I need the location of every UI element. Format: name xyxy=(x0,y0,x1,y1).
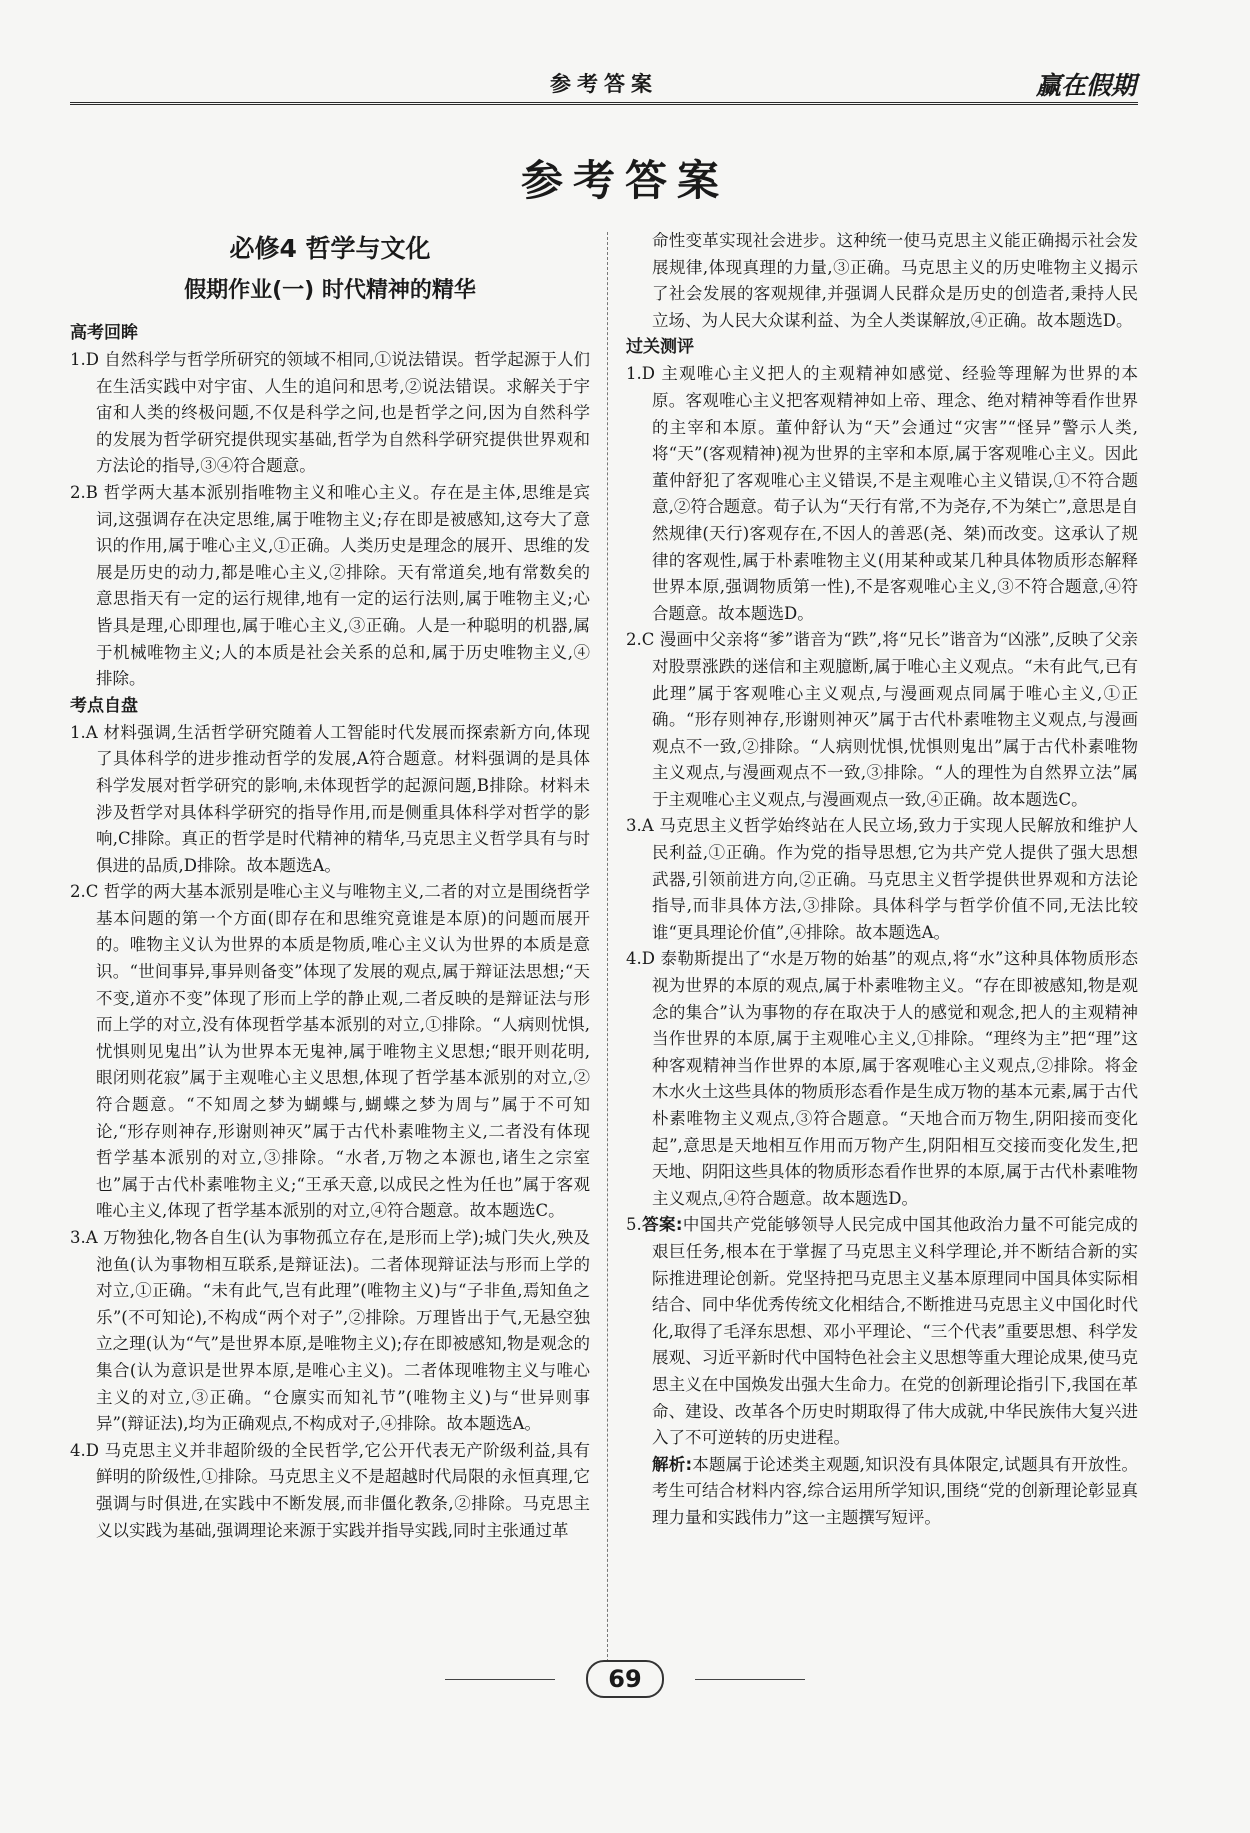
q5-answer-text: 中国共产党能够领导人民完成中国其他政治力量不可能完成的艰巨任务,根本在于掌握了马克思主义科学理论,并不断结合新的实际推进理论创新。党坚持把马克思主义基本原理同中国具体实际相结合、同中华优秀传统文化相结合,不断推进马克思主义中国化时代化,取得了毛泽东思想、邓小平理论、“三个代表”重要思想、科学发展观、习近平新时代中国特色社会主义思想等重大理论成果,使马克思主义在中国焕发出强大生命力。在党的创新理论指引下,我国在革命、建设、改革各个历史时期取得了伟大成就,中华民族伟大复兴进入了不可逆转的历史进程。 xyxy=(652,1215,1138,1448)
assignment-title: 假期作业(一) 时代精神的精华 xyxy=(184,278,476,303)
gaokao-answer-2: 2.B 哲学两大基本派别指唯物主义和唯心主义。存在是主体,思维是宾词,这强调存在决定思维,属于唯物主义;存在即是被感知,这夸大了意识的作用,属于唯心主义,①正确。人类历史是理念的展开、思维的发展是历史的动力,都是唯心主义,②排除。天有常道矣,地有常数矣的意思指天有一定的运行规律,地有一定的运行法则,属于唯物主义;心皆具是理,心即理也,属于唯心主义,③正确。人是一种聪明的机器,属于机械唯物主义;人的本质是社会关系的总和,属于历史唯物主义,④排除。 xyxy=(70,482,590,689)
column-divider xyxy=(607,232,608,1672)
kaodian-answer-4: 4.D 马克思主义并非超阶级的全民哲学,它公开代表无产阶级利益,具有鲜明的阶级性,①排除。马克思主义不是超越时代局限的永恒真理,它强调与时俱进,在实践中不断发展,而非僵化教条,②排除。马克思主义以实践为基础,强调理论来源于实践并指导实践,同时主张通过革 xyxy=(70,1440,590,1540)
kaodian-answer-4-continued: 命性变革实现社会进步。这种统一使马克思主义能正确揭示社会发展规律,体现真理的力量,③正确。马克思主义的历史唯物主义揭示了社会发展的客观规律,并强调人民群众是历史的创造者,秉持人民立场、为人民大众谋利益、为全人类谋解放,④正确。故本题选D。 xyxy=(652,231,1138,330)
guoguan-answer-1: 1.D 主观唯心主义把人的主观精神如感觉、经验等理解为世界的本原。客观唯心主义把客观精神如上帝、理念、绝对精神等看作世界的主宰和本原。董仲舒认为“天”会通过“灾害”“怪异”警示人类,将“天”(客观精神)视为世界的主宰和本原,属于客观唯心主义。因此董仲舒犯了客观唯心主义错误,不是主观唯心主义错误,①不符合题意,②符合题意。荀子认为“天行有常,不为尧存,不为桀亡”,意思是自然规律(天行)客观存在,不因人的善恶(尧、桀)而改变。这承认了规律的客观性,属于朴素唯物主义(用某种或某几种具体物质形态解释世界本原,强调物质第一性),不是客观唯心主义,③不符合题意,④符合题意。故本题选D。 xyxy=(626,364,1138,623)
right-column xyxy=(626,228,1138,1532)
guoguan-answer-3: 3.A 马克思主义哲学始终站在人民立场,致力于实现人民解放和维护人民利益,①正确。作为党的指导思想,它为共产党人提供了强大思想武器,引领前进方向,②正确。马克思主义哲学提供世界观和方法论指导,而非具体方法,③排除。具体科学与哲学价值不同,无法比较谁“更具理论价值”,④排除。故本题选A。 xyxy=(626,816,1138,942)
left-column xyxy=(70,228,590,1544)
kaodian-answer-3: 3.A 万物独化,物各自生(认为事物孤立存在,是形而上学);城门失火,殃及池鱼(认为事物相互联系,是辩证法)。二者体现辩证法与形而上学的对立,①正确。“未有此气,岂有此理”(唯物主义)与“子非鱼,焉知鱼之乐”(不可知论),不构成“两个对子”,②排除。万理皆出于气,无悬空独立之理(认为“气”是世界本原,是唯物主义);存在即被感知,物是观念的集合(认为意识是世界本原,是唯心主义)。二者体现唯物主义与唯心主义的对立,③正确。“仓廪实而知礼节”(唯物主义)与“世异则事异”(辩证法),均为正确观点,不构成对子,④排除。故本题选A。 xyxy=(70,1228,590,1434)
running-header xyxy=(70,62,1138,105)
guoguan-answer-4: 4.D 泰勒斯提出了“水是万物的始基”的观点,将“水”这种具体物质形态视为世界的本原的观点,属于朴素唯物主义。“存在即被感知,物是观念的集合”认为事物的存在取决于人的感觉和观念,把人的主观精神当作世界的本原,属于主观唯心主义,①排除。“理终为主”把“理”这种客观精神当作世界的本原,属于客观唯心主义观点,②排除。将金木水火土这些具体的物质形态看作是生成万物的基本元素,属于古代朴素唯物主义观点,③符合题意。“天地合而万物生,阴阳接而变化起”,意思是天地相互作用而万物产生,阴阳相互交接而变化发生,把天地、阴阳这些具体的物质形态看作世界的本原,属于古代朴素唯物主义观点,④符合题意。故本题选D。 xyxy=(626,949,1138,1208)
module-title: 必修4 哲学与文化 xyxy=(229,234,431,263)
q5-number: 5. xyxy=(626,1215,642,1235)
guoguan-answer-5 xyxy=(626,1212,1138,1451)
section-guoguan: 过关测评 xyxy=(626,337,694,358)
q5-analysis xyxy=(626,1452,1138,1532)
page-title: 参考答案 xyxy=(520,156,729,205)
section-kaodian: 考点自盘 xyxy=(70,695,138,716)
section-gaokao-review: 高考回眸 xyxy=(70,323,138,343)
footer-rule-left xyxy=(445,1679,555,1680)
footer-rule-right xyxy=(695,1679,805,1680)
page-number-footer xyxy=(0,1660,1250,1700)
q5-analysis-text: 本题属于论述类主观题,知识没有具体限定,试题具有开放性。考生可结合材料内容,综合运用所学知识,围绕“党的创新理论彰显真理力量和实践伟力”这一主题撰写短评。 xyxy=(652,1454,1138,1527)
gaokao-answer-1: 1.D 自然科学与哲学所研究的领域不相同,①说法错误。哲学起源于人们在生活实践中对宇宙、人生的追问和思考,②说法错误。求解关于宇宙和人类的终极问题,不仅是科学之问,也是哲学之问,因为自然科学的发展为哲学研究提供现实基础,哲学为自然科学研究提供世界观和方法论的指导,③④符合题意。 xyxy=(70,350,590,476)
brand-logo: 赢在假期 xyxy=(1035,71,1136,100)
kaodian-answer-2: 2.C 哲学的两大基本派别是唯心主义与唯物主义,二者的对立是围绕哲学基本问题的第一个方面(即存在和思维究竟谁是本原)的问题而展开的。唯物主义认为世界的本质是物质,唯心主义认为世界的本质是意识。“世间事异,事异则备变”体现了发展的观点,属于辩证法思想;“天不变,道亦不变”体现了形而上学的静止观,二者反映的是辩证法与形而上学的对立,没有体现哲学基本派别的对立,①排除。“人病则忧惧,忧惧则见鬼出”认为世界本无鬼神,属于唯物主义思想;“眼开则花明,眼闭则花寂”属于主观唯心主义思想,体现了哲学基本派别的对立,②符合题意。“不知周之梦为蝴蝶与,蝴蝶之梦为周与”属于不可知论,“形存则神存,形谢则神灭”属于古代朴素唯物主义,二者没有体现哲学基本派别的对立,③排除。“水者,万物之本源也,诸生之宗室也”属于古代朴素唯物主义;“王承天意,以成民之性为任也”属于客观唯心主义,体现了哲学基本派别的对立,④符合题意。故本题选C。 xyxy=(70,882,590,1221)
kaodian-answer-1: 1.A 材料强调,生活哲学研究随着人工智能时代发展而探索新方向,体现了具体科学的进步推动哲学的发展,A符合题意。材料强调的是具体科学发展对哲学研究的影响,未体现哲学的起源问题,B排除。材料未涉及哲学对具体科学研究的指导作用,而是侧重具体科学对哲学的影响,C排除。真正的哲学是时代精神的精华,马克思主义哲学具有与时俱进的品质,D排除。故本题选A。 xyxy=(70,722,590,875)
guoguan-answer-2: 2.C 漫画中父亲将“爹”谐音为“跌”,将“兄长”谐音为“凶涨”,反映了父亲对股票涨跌的迷信和主观臆断,属于唯心主义观点。“未有此气,已有此理”属于客观唯心主义观点,与漫画观点同属于唯心主义,①正确。“形存则神存,形谢则神灭”属于古代朴素唯物主义观点,与漫画观点不一致,②排除。“人病则忧惧,忧惧则鬼出”属于古代朴素唯物主义观点,与漫画观点不一致,③排除。“人的理性为自然界立法”属于主观唯心主义观点,与漫画观点一致,④正确。故本题选C。 xyxy=(626,630,1138,809)
q5-analysis-label: 解析: xyxy=(652,1454,693,1474)
q5-answer-label: 答案: xyxy=(641,1215,683,1235)
page-number: 69 xyxy=(586,1660,663,1698)
running-header-title: 参考答案 xyxy=(550,72,658,96)
